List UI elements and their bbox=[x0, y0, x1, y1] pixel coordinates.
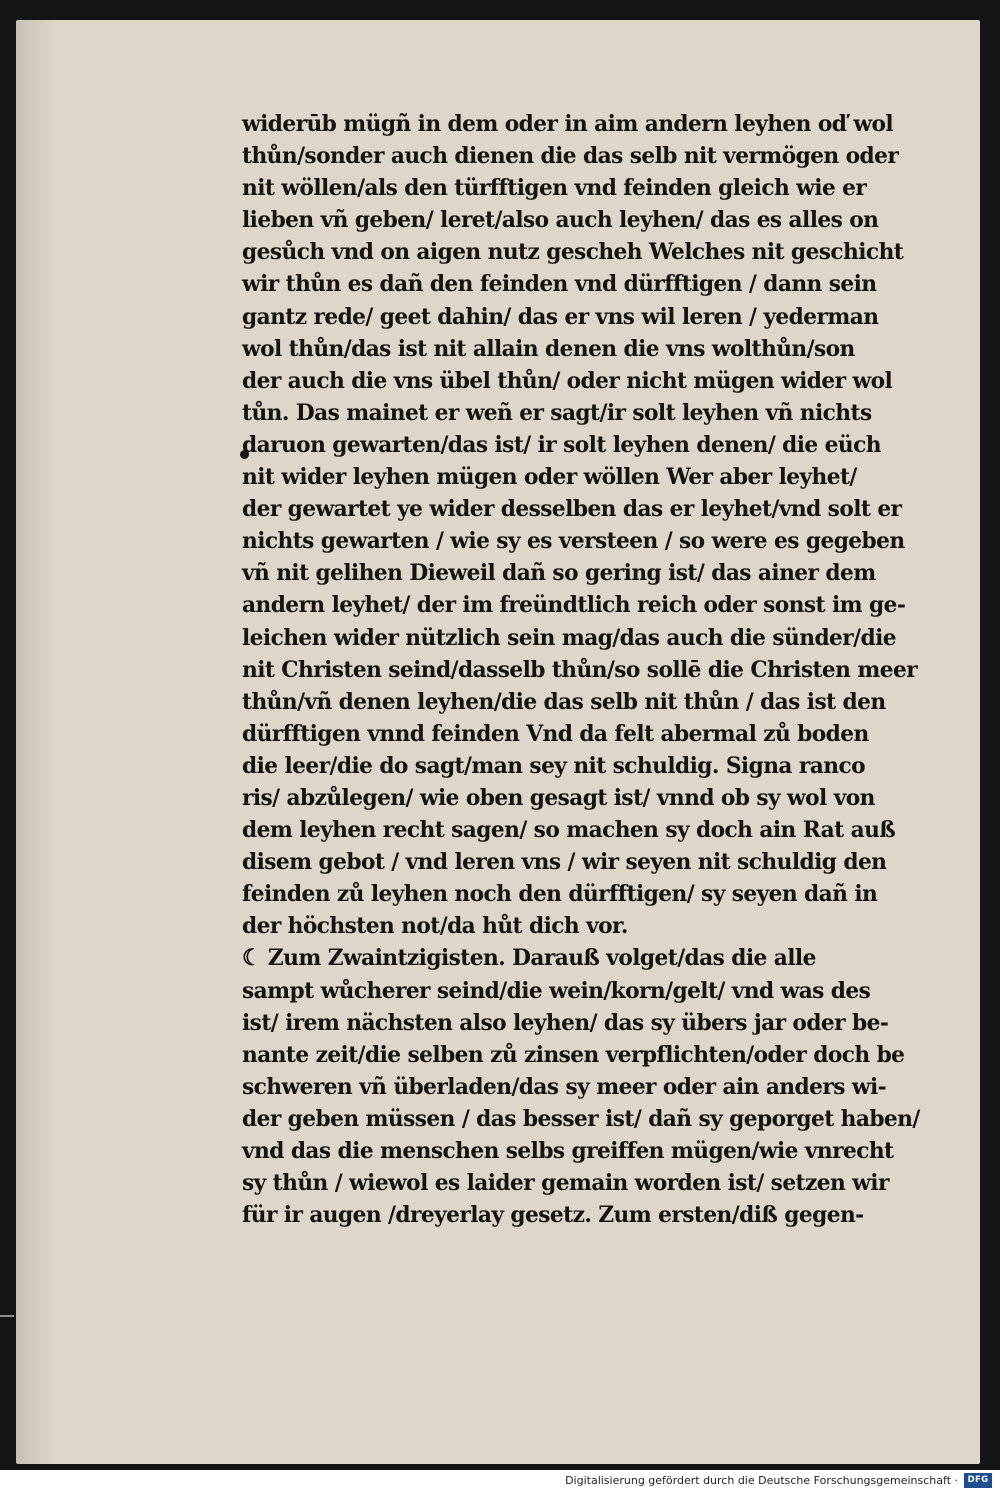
text-line: nit Christen seind/dasselb thůn/so sollē die Christen meer bbox=[242, 656, 918, 683]
text-line: ist/ irem nächsten also leyhen/ das sy übers jar oder be- bbox=[242, 1009, 889, 1036]
text-line: feinden zů leyhen noch den dürfftigen/ sy seyen dañ in bbox=[242, 881, 878, 908]
text-line: nante zeit/die selben zů zinsen verpflichten/oder doch be bbox=[242, 1041, 905, 1068]
text-line: lieben vñ geben/ leret/also auch leyhen/ das es alles on bbox=[242, 207, 879, 234]
text-line: schweren vñ überladen/das sy meer oder ain anders wi- bbox=[242, 1073, 887, 1100]
left-edge-mark bbox=[0, 1315, 14, 1317]
page-gutter-shadow bbox=[16, 20, 56, 1464]
text-line: ☾ Zum Zwaintzigisten. Darauß volget/das die alle bbox=[242, 945, 816, 972]
footer-bar bbox=[0, 1470, 1000, 1493]
text-line: der höchsten not/da hůt dich vor. bbox=[242, 913, 628, 940]
text-line: daruon gewarten/das ist/ ir solt leyhen denen/ die eüch bbox=[242, 431, 881, 458]
text-line: der auch die vns übel thůn/ oder nicht mügen wider wol bbox=[242, 367, 893, 394]
text-line: vñ nit gelihen Dieweil dañ so gering ist/ das ainer dem bbox=[242, 560, 876, 587]
text-line: gantz rede/ geet dahin/ das er vns wil leren / yederman bbox=[242, 303, 879, 330]
dfg-logo: DFG bbox=[964, 1473, 992, 1488]
text-line: sampt wůcherer seind/die wein/korn/gelt/ vnd was des bbox=[242, 977, 871, 1004]
text-line: tůn. Das mainet er weñ er sagt/ir solt leyhen vñ nichts bbox=[242, 399, 872, 426]
text-line: für ir augen /dreyerlay gesetz. Zum ersten/diß gegen- bbox=[242, 1202, 864, 1229]
text-line: ris/ abzůlegen/ wie oben gesagt ist/ vnnd ob sy wol von bbox=[242, 784, 875, 811]
text-line: gesůch vnd on aigen nutz gescheh Welches nit geschicht bbox=[242, 239, 904, 266]
text-line: nit wider leyhen mügen oder wöllen Wer aber leyhet/ bbox=[242, 464, 857, 491]
text-line: nit wöllen/als den türfftigen vnd feinden gleich wie er bbox=[242, 175, 867, 202]
text-line: vnd das die menschen selbs greiffen mügen/wie vnrecht bbox=[242, 1138, 894, 1164]
text-line: nichts gewarten / wie sy es versteen / so were es gegeben bbox=[242, 528, 905, 555]
text-line: dürfftigen vnnd feinden Vnd da felt abermal zů boden bbox=[242, 720, 869, 747]
text-line: thůn/vñ denen leyhen/die das selb nit thůn / das ist den bbox=[242, 688, 886, 715]
text-line: wir thůn es dañ den feinden vnd dürfftigen / dann sein bbox=[242, 271, 877, 298]
text-line: andern leyhet/ der im freündtlich reich oder sonst im ge- bbox=[242, 592, 906, 619]
text-line: der gewartet ye wider desselben das er leyhet/vnd solt er bbox=[242, 496, 902, 523]
text-line: thůn/sonder auch dienen die das selb nit vermögen oder bbox=[242, 143, 899, 170]
text-line: disem gebot / vnd leren vns / wir seyen nit schuldig den bbox=[242, 849, 887, 876]
funding-credit: Digitalisierung gefördert durch die Deutsche Forschungsgemeinschaft · bbox=[565, 1474, 958, 1487]
text-line: widerūb mügñ in dem oder in aim andern leyhen oď wol bbox=[242, 111, 894, 137]
text-line: die leer/die do sagt/man sey nit schuldig. Signa ranco bbox=[242, 752, 865, 779]
text-line: leichen wider nützlich sein mag/das auch die sünder/die bbox=[242, 624, 897, 651]
text-line: sy thůn / wiewol es laider gemain worden ist/ setzen wir bbox=[242, 1170, 889, 1197]
text-line: wol thůn/das ist nit allain denen die vns wolthůn/son bbox=[242, 335, 855, 362]
page-text bbox=[242, 108, 962, 1231]
text-line: dem leyhen recht sagen/ so machen sy doch ain Rat auß bbox=[242, 817, 896, 844]
text-line: der geben müssen / das besser ist/ dañ sy geporget haben/ bbox=[242, 1105, 920, 1132]
